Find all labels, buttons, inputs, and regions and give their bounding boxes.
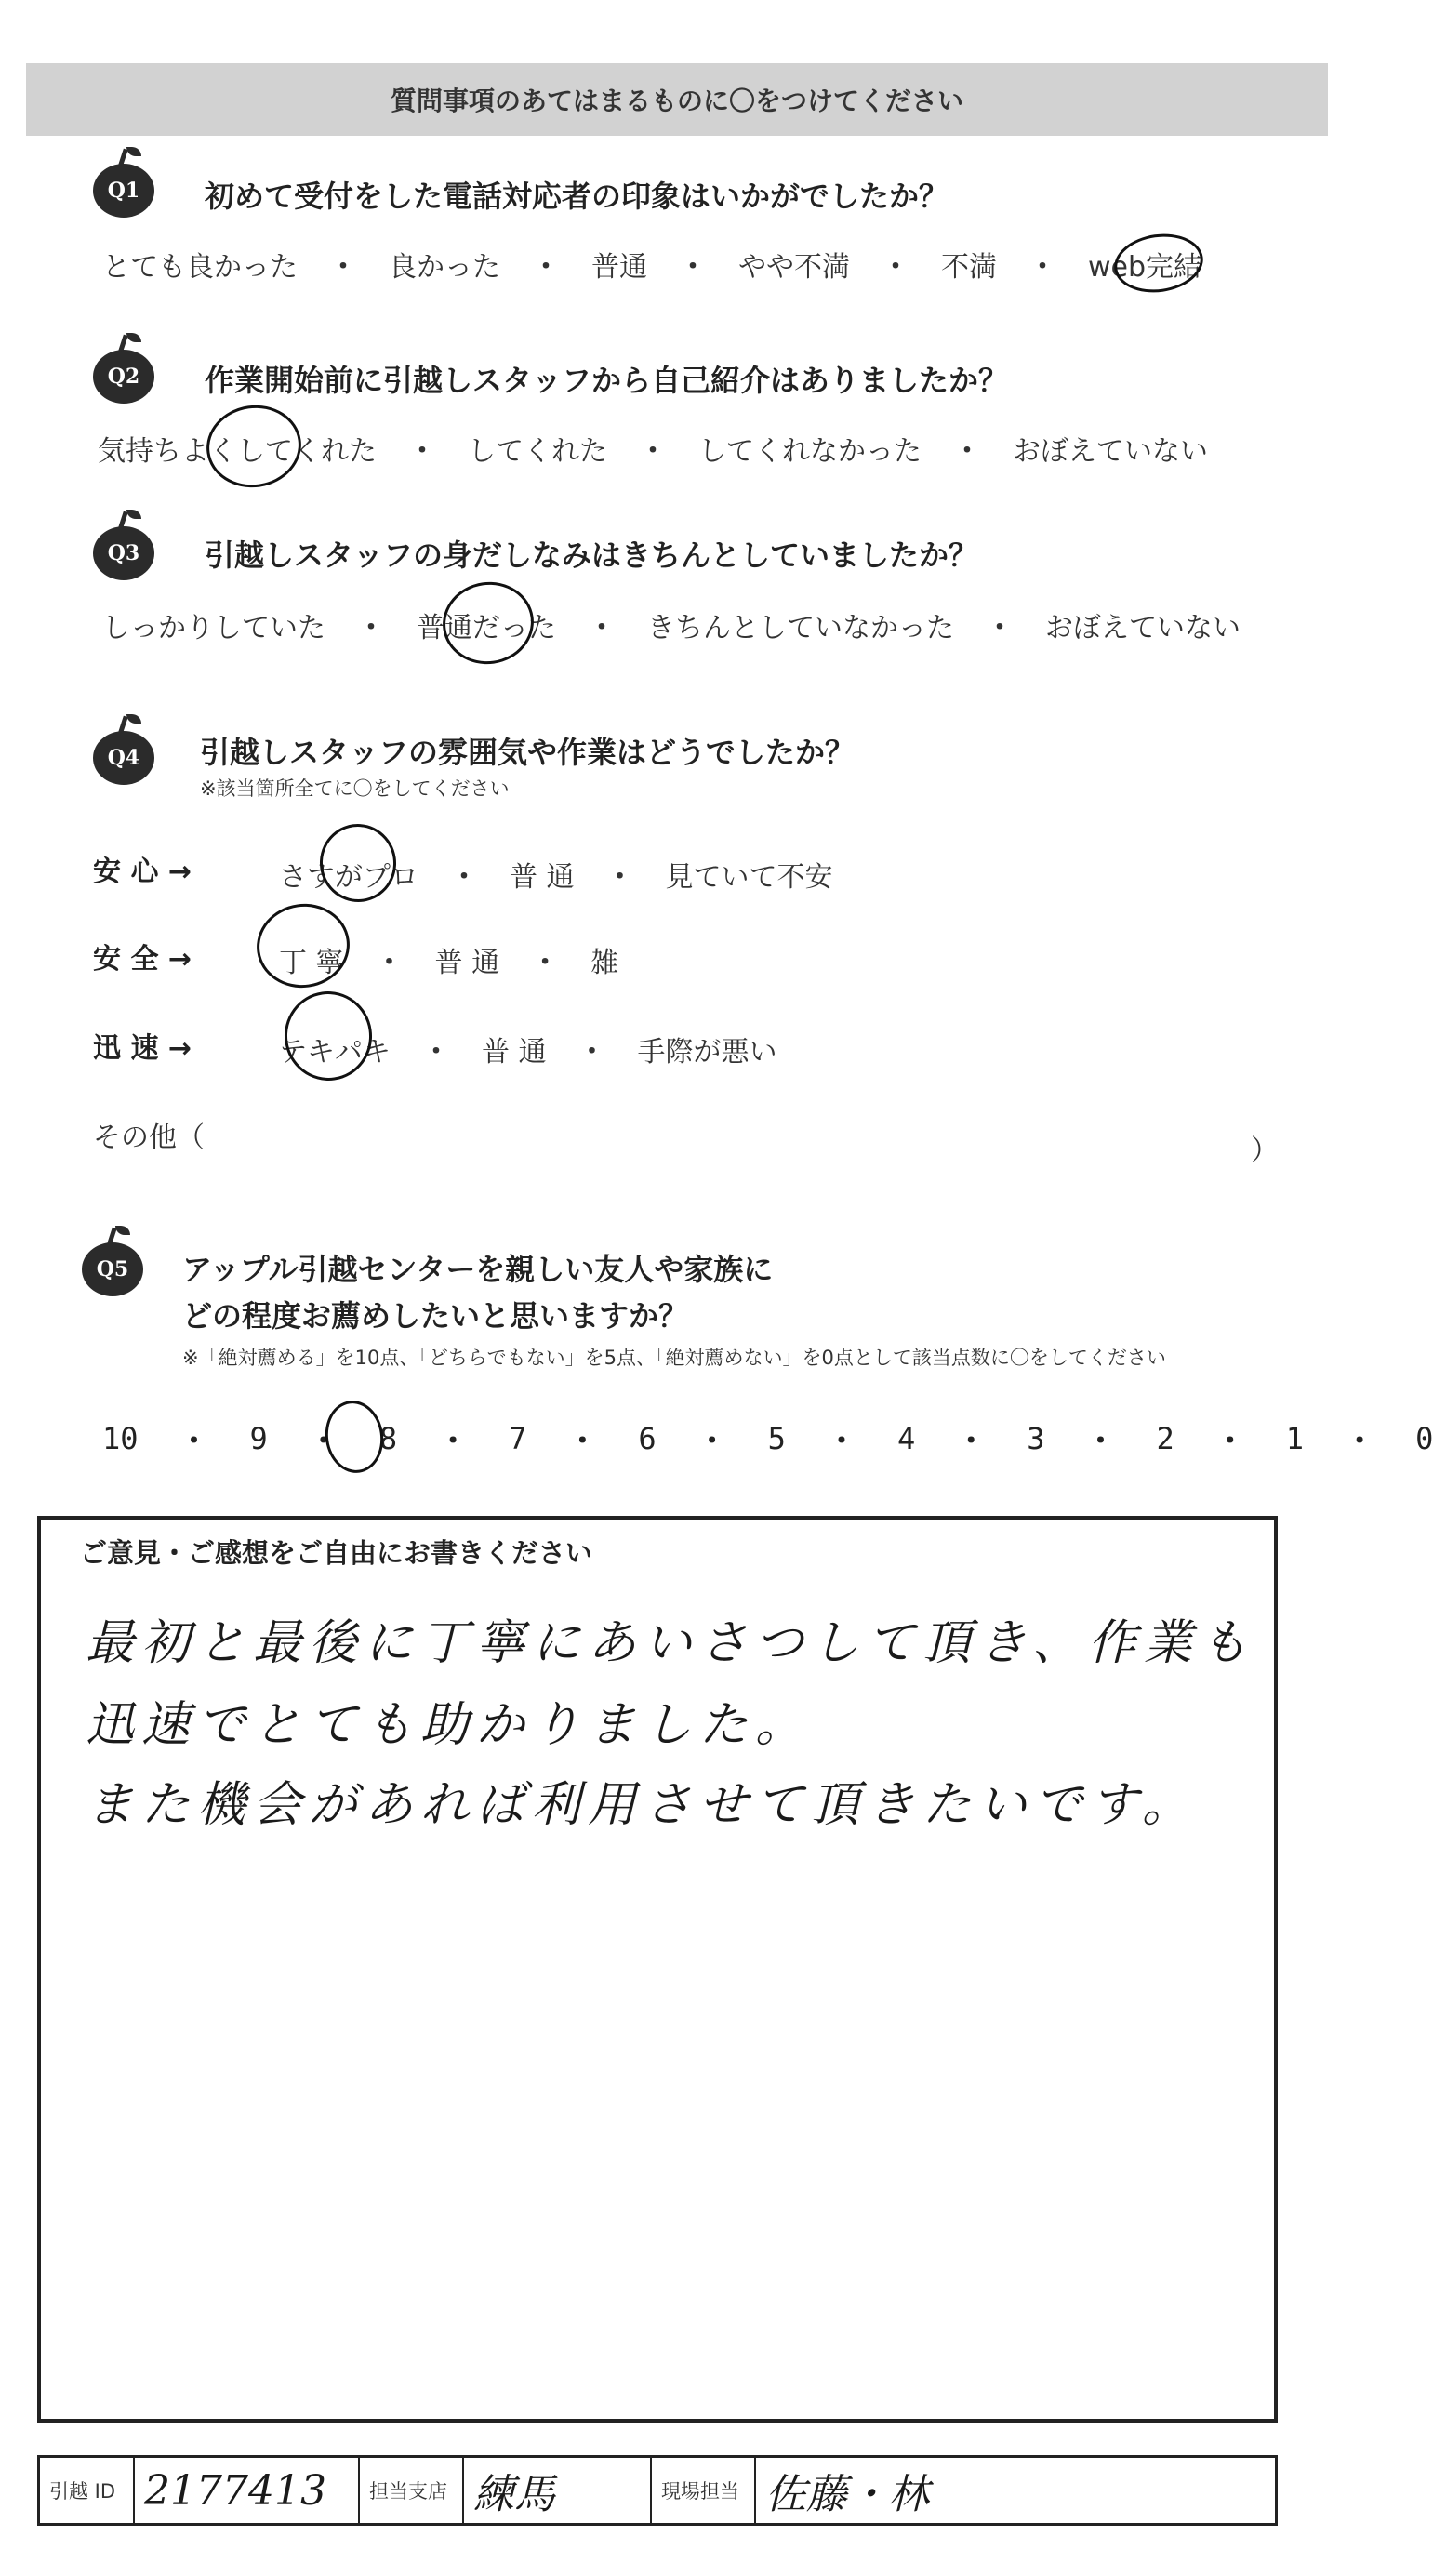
q1-option[interactable]: やや不満: [738, 251, 850, 284]
q1-badge-icon: [93, 164, 154, 218]
q2-options: 気持ちよくしてくれた ・ してくれた ・ してくれなかった ・ おぼえていない: [98, 428, 1208, 469]
q4-badge-icon: [93, 731, 154, 785]
q3-circle-mark: [437, 577, 538, 671]
q4-row-jinsoku-options: テキパキ ・ 普 通 ・ 手際が悪い: [279, 1029, 777, 1069]
staff-value-cell: [756, 2458, 1275, 2523]
q4-badge-label: Q4: [107, 746, 140, 770]
form-header-title: 質問事項のあてはまるものに〇をつけてください: [390, 86, 963, 116]
q5-badge-icon: [82, 1242, 143, 1296]
q4-option[interactable]: 雑: [590, 947, 619, 979]
q1-option[interactable]: 良かった: [389, 251, 500, 284]
score-option-selected[interactable]: 8: [378, 1421, 398, 1456]
branch-label: 担当支店: [369, 2480, 447, 2503]
q4-option[interactable]: 手際が悪い: [637, 1036, 777, 1069]
q5-question-line2: どの程度お薦めしたいと思いますか？: [182, 1298, 689, 1334]
q1-circle-mark: [1110, 229, 1207, 299]
move-id-value: 2177413: [144, 2466, 326, 2515]
q3-question: 引越しスタッフの身だしなみはきちんとしていましたか？: [205, 538, 979, 573]
q1-option-selected[interactable]: web完結: [1088, 251, 1202, 284]
branch-value: 練馬: [473, 2471, 555, 2518]
q2-option-selected[interactable]: 気持ちよくしてくれた: [98, 435, 377, 468]
q5-question-line1: アップル引越センターを親しい友人や家族に: [182, 1252, 774, 1287]
q4-other-label: その他（: [93, 1122, 205, 1154]
score-option[interactable]: 6: [638, 1421, 657, 1456]
comment-line: 最初と最後に丁寧にあいさつして頂き、作業も: [86, 1615, 1255, 1671]
q3-option-selected[interactable]: 普通だった: [417, 612, 556, 644]
q3-badge-label: Q3: [107, 541, 140, 565]
branch-value-cell: [464, 2458, 652, 2523]
q1-option[interactable]: 不満: [941, 251, 997, 284]
q4-row-label: 安 全 →: [93, 943, 192, 976]
move-id-label-cell: [40, 2458, 135, 2523]
q4-note: ※該当箇所全てに〇をしてください: [200, 777, 510, 800]
footer-table: [37, 2455, 1278, 2526]
q5-badge-label: Q5: [96, 1257, 129, 1281]
q1-badge-label: Q1: [107, 179, 140, 203]
q2-badge-icon: [93, 350, 154, 404]
q1-option[interactable]: 普通: [591, 251, 647, 284]
q4-option-selected[interactable]: テキパキ: [279, 1036, 391, 1069]
staff-label-cell: [652, 2458, 756, 2523]
score-option[interactable]: 0: [1415, 1421, 1433, 1456]
q1-options: とても良かった ・ 良かった ・ 普通 ・ やや不満 ・ 不満 ・ web完結: [102, 244, 1201, 285]
score-option[interactable]: 4: [896, 1421, 916, 1456]
q4-jinsoku-circle-mark: [279, 986, 378, 1086]
comments-title: ご意見・ご感想をご自由にお書きください: [80, 1537, 593, 1569]
comments-box[interactable]: [37, 1516, 1278, 2423]
form-header: [26, 63, 1328, 136]
score-option[interactable]: 5: [767, 1421, 786, 1456]
q3-options: しっかりしていた ・ 普通だった ・ きちんとしていなかった ・ おぼえていない: [102, 604, 1241, 645]
q4-option[interactable]: 普 通: [434, 947, 500, 979]
score-option[interactable]: 9: [249, 1421, 268, 1456]
q3-option[interactable]: しっかりしていた: [102, 612, 325, 644]
score-option[interactable]: 1: [1285, 1421, 1305, 1456]
q4-option-selected[interactable]: 丁 寧: [279, 947, 344, 979]
q5-note: ※「絶対薦める」を10点、「どちらでもない」を5点、「絶対薦めない」を0点として該当点数に〇をしてください: [182, 1347, 1166, 1369]
q2-badge-label: Q2: [107, 365, 140, 389]
q4-other-close: ）: [1251, 1135, 1279, 1167]
move-id-value-cell: [135, 2458, 360, 2523]
score-option[interactable]: 2: [1156, 1421, 1174, 1456]
move-id-label: 引越 ID: [49, 2480, 116, 2503]
q4-option[interactable]: 普 通: [510, 861, 575, 894]
q2-option[interactable]: してくれなかった: [698, 435, 922, 468]
comment-line: 迅速でとても助かりました。: [86, 1697, 812, 1753]
q4-row-label: 安 心 →: [93, 856, 192, 888]
q1-question: 初めて受付をした電話対応者の印象はいかがでしたか？: [205, 179, 949, 214]
q4-option[interactable]: 見ていて不安: [665, 861, 833, 894]
q3-option[interactable]: きちんとしていなかった: [647, 612, 954, 644]
q1-option[interactable]: とても良かった: [102, 251, 298, 284]
q2-circle-mark: [201, 399, 306, 493]
score-option[interactable]: 10: [102, 1421, 139, 1456]
q2-option[interactable]: おぼえていない: [1013, 435, 1208, 468]
q5-score-scale: 10 ・ 9 ・ 8 ・ 7 ・ 6 ・ 5 ・ 4 ・ 3 ・ 2 ・ 1 ・ 0: [102, 1421, 1433, 1458]
score-option[interactable]: 3: [1027, 1421, 1045, 1456]
q4-row-anzen-options: 丁 寧 ・ 普 通 ・ 雑: [279, 939, 618, 980]
q2-option[interactable]: してくれた: [468, 435, 607, 468]
comment-line: また機会があれば利用させて頂きたいです。: [86, 1777, 1198, 1833]
q4-row-label: 迅 速 →: [93, 1032, 192, 1065]
staff-value: 佐藤・林: [765, 2471, 929, 2518]
q3-option[interactable]: おぼえていない: [1045, 612, 1241, 644]
q5-circle-mark: [321, 1397, 388, 1477]
staff-label: 現場担当: [661, 2480, 739, 2503]
branch-label-cell: [360, 2458, 464, 2523]
q4-question: 引越しスタッフの雰囲気や作業はどうでしたか？: [200, 735, 856, 770]
score-option[interactable]: 7: [509, 1421, 527, 1456]
q2-question: 作業開始前に引越しスタッフから自己紹介はありましたか？: [205, 363, 1009, 398]
q3-badge-icon: [93, 526, 154, 580]
q4-row-anshin-options: さすがプロ ・ 普 通 ・ 見ていて不安: [279, 854, 833, 895]
q4-option-selected[interactable]: さすがプロ: [279, 861, 418, 894]
q4-option[interactable]: 普 通: [482, 1036, 547, 1069]
